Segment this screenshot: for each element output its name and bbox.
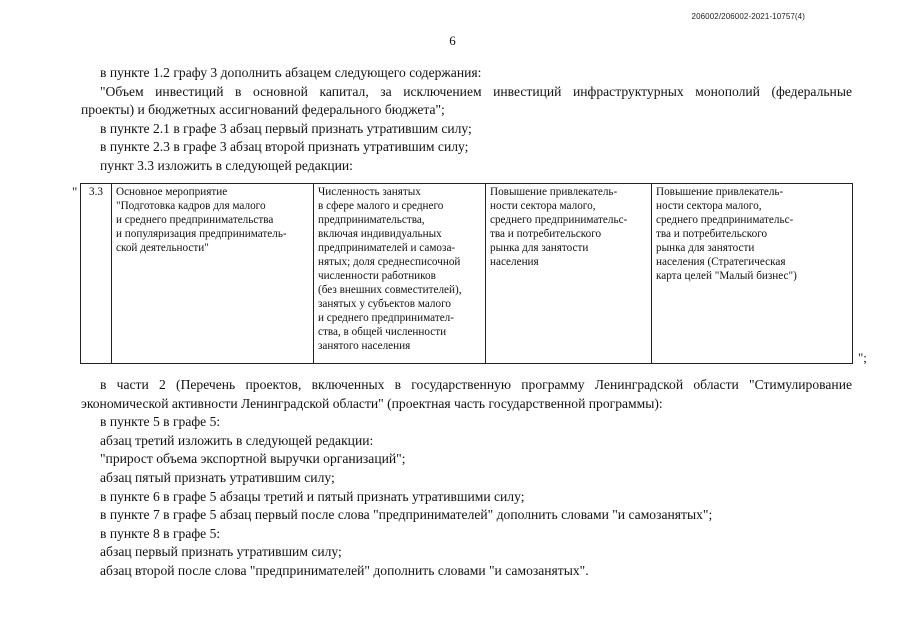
cell-number: 3.3 [81, 184, 112, 364]
cell-line: (без внешних совместителей), [318, 284, 462, 296]
paragraph: абзац первый признать утратившим силу; [100, 544, 342, 560]
opening-quote: " [72, 184, 78, 199]
cell-line: ской деятельности" [116, 242, 209, 254]
cell-line: ности сектора малого, [490, 200, 596, 212]
cell-line: Численность занятых [318, 186, 421, 198]
table-row [81, 184, 853, 364]
cell-line: Основное мероприятие [116, 186, 228, 198]
cell-line: среднего предпринимательс- [490, 214, 628, 226]
cell-line: карта целей "Малый бизнес") [656, 270, 797, 282]
cell-line: и среднего предпринимател- [318, 312, 454, 324]
cell-line: ности сектора малого, [656, 200, 762, 212]
cell-line: Повышение привлекатель- [490, 186, 618, 198]
cell-line: нятых; доля среднесписочной [318, 256, 461, 268]
paragraph: в части 2 (Перечень проектов, включенных в государственную программу Ленинградской области "Стимулирование [100, 377, 852, 392]
paragraph: абзац второй после слова "предпринимателей" дополнить словами "и самозанятых". [100, 562, 589, 578]
paragraph: "Объем инвестиций в основной капитал, за исключением инвестиций инфраструктурных монополий (федеральные [100, 83, 852, 99]
paragraph: в пункте 1.2 графу 3 дополнить абзацем следующего содержания: [100, 65, 482, 80]
cell-line: тва и потребительского [490, 228, 602, 240]
paragraph: в пункте 6 в графе 5 абзацы третий и пятый признать утратившими силу; [100, 488, 525, 504]
cell-line: предпринимательства, [318, 214, 425, 226]
cell-line: предпринимателей и самоза- [318, 242, 456, 254]
paragraph: в пункте 2.1 в графе 3 абзац первый признать утратившим силу; [100, 120, 472, 136]
cell-line: включая индивидуальных [318, 228, 442, 240]
program-measures-table [80, 183, 853, 364]
paragraph: пункт 3.3 изложить в следующей редакции: [100, 157, 353, 173]
cell-line: Повышение привлекатель- [656, 186, 784, 198]
paragraph: проекты) и бюджетных ассигнований федерального бюджета"; [81, 102, 445, 118]
paragraph: в пункте 2.3 в графе 3 абзац второй признать утратившим силу; [100, 139, 469, 155]
cell-measure [112, 184, 314, 364]
cell-indicator [314, 184, 486, 364]
cell-line: занятых у субъектов малого [318, 298, 451, 310]
cell-line: населения [490, 256, 539, 268]
cell-line: рынка для занятости [656, 242, 755, 254]
amendments-top [81, 64, 852, 176]
cell-line: и среднего предпринимательства [116, 214, 274, 226]
closing-quote: "; [858, 350, 867, 365]
cell-line: ства, в общей численности [318, 326, 447, 338]
cell-line: рынка для занятости [490, 242, 589, 254]
cell-goal [486, 184, 652, 364]
paragraph: в пункте 8 в графе 5: [100, 525, 221, 541]
cell-line: и популяризация предприниматель- [116, 228, 287, 240]
amendments-bottom [81, 376, 852, 581]
paragraph: в пункте 7 в графе 5 абзац первый после слова "предпринимателей" дополнить словами "и самозанятых"; [100, 507, 713, 523]
cell-line: среднего предпринимательс- [656, 214, 794, 226]
cell-goal-strategy [652, 184, 853, 364]
paragraph: экономической активности Ленинградской области" (проектная часть государственной программы): [81, 395, 663, 411]
cell-line: в сфере малого и среднего [318, 200, 444, 212]
cell-line: занятого населения [318, 340, 411, 352]
cell-line: численности работников [318, 270, 436, 282]
page-number: 6 [449, 33, 456, 48]
paragraph: "прирост объема экспортной выручки организаций"; [100, 451, 406, 467]
cell-line: тва и потребительского [656, 228, 768, 240]
cell-line: населения (Стратегическая [656, 256, 786, 268]
paragraph: абзац третий изложить в следующей редакции: [100, 432, 374, 448]
paragraph: абзац пятый признать утратившим силу; [100, 469, 335, 485]
paragraph: в пункте 5 в графе 5: [100, 414, 221, 430]
cell-line: "Подготовка кадров для малого [116, 200, 266, 212]
document-id: 206002/206002-2021-10757(4) [691, 12, 805, 21]
